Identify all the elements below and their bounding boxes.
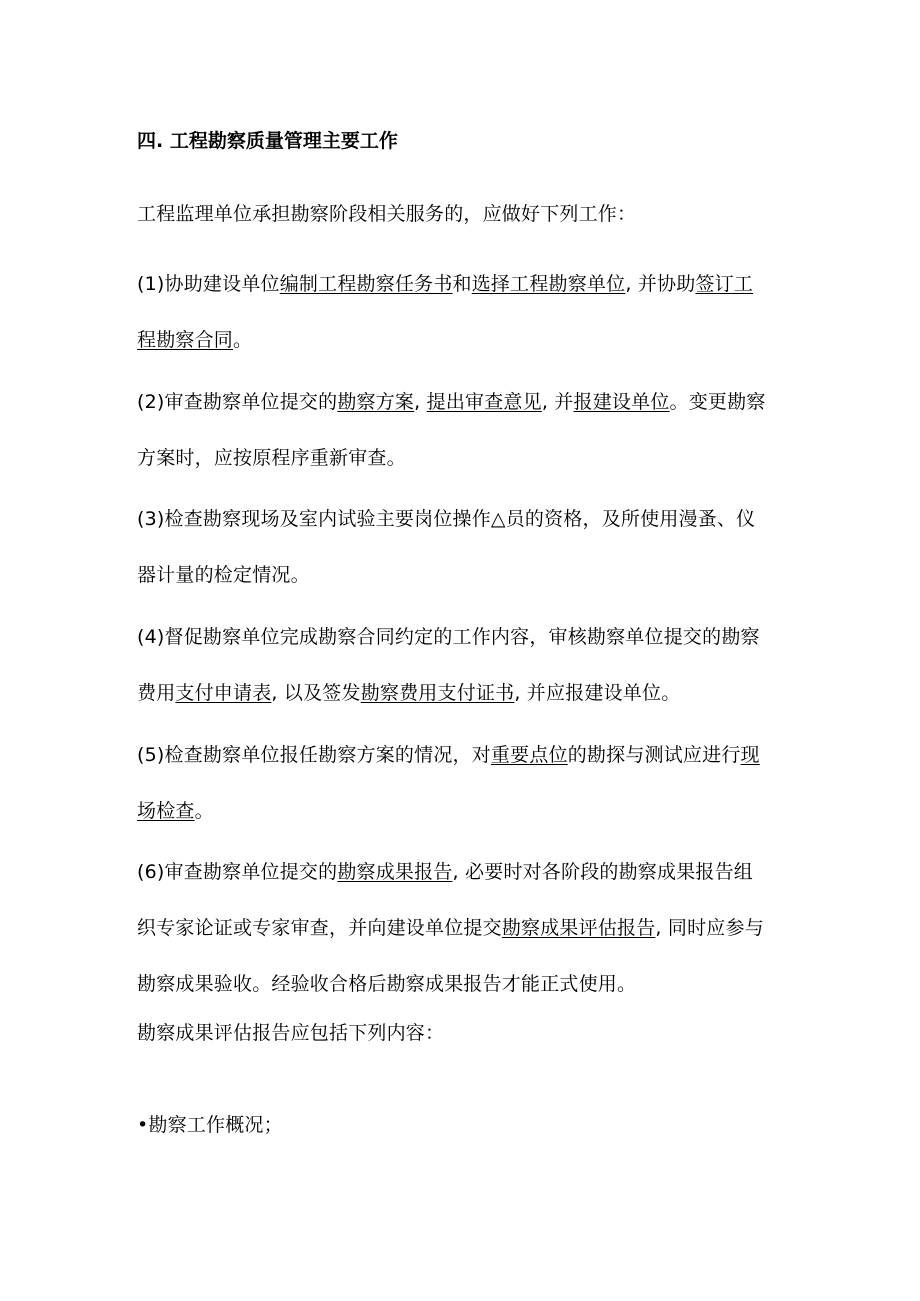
text-segment: 。变更勘察 [669,391,766,413]
work-item-line [137,609,787,665]
text-segment: , 必要时对各阶段的勘察成果报告组 [452,861,754,883]
underlined-term: 签订工 [695,273,754,295]
text-segment: (2)审查勘察单位提交的 [137,391,338,413]
section-heading: 四. 工程勘察质量管理主要工作 [137,130,398,152]
work-item-4 [137,609,787,721]
underlined-term: 现 [740,744,760,766]
underlined-term: 提出审查意见 [426,391,542,413]
underlined-term: 程勘察合同 [137,329,234,351]
text-segment: , 并 [541,391,574,413]
work-item-2 [137,374,787,486]
text-segment: , [414,391,427,413]
underlined-term: 勘察成果报告 [337,861,453,883]
underlined-term: 编制工程勘察任务书 [279,273,453,295]
bullet-item: •勘察工作概况； [137,1114,283,1136]
text-segment: 费用 [137,682,176,704]
underlined-term: 报建设单位 [573,391,670,413]
text-segment: (5)检查勘察单位报任勘察方案的情况，对 [137,744,491,766]
text-segment: 。 [194,800,214,822]
underlined-term: 勘察方案 [337,391,415,413]
work-item-line [137,727,787,783]
underlined-term: 重要点位 [490,744,568,766]
underlined-term: 勘察费用支付证书 [360,682,515,704]
text-segment: 方案时，应按原程序重新审查。 [137,447,406,469]
work-item-line [137,430,787,486]
work-item-line [137,312,787,368]
text-segment: , 同时应参与 [655,917,764,939]
work-item-line [137,783,787,839]
underlined-term: 勘察成果评估报告 [501,917,656,939]
work-item-line [137,844,787,900]
work-item-3 [137,491,787,603]
summary-intro-paragraph: 勘察成果评估报告应包括下列内容： [137,1022,445,1044]
text-segment: 勘察成果验收。经验收合格后勘察成果报告才能正式使用。 [137,973,637,995]
work-item-line [137,374,787,430]
work-item-1 [137,256,787,368]
text-segment: 的勘探与测试应进行 [567,744,741,766]
text-segment: , 并协助 [625,273,696,295]
work-item-line [137,547,787,603]
work-item-line [137,491,787,547]
underlined-term: 选择工程勘察单位 [471,273,626,295]
text-segment: (6)审查勘察单位提交的 [137,861,338,883]
work-item-line [137,665,787,721]
work-item-6 [137,844,787,1012]
work-item-line [137,900,787,956]
text-segment: (4)督促勘察单位完成勘察合同约定的工作内容，审核勘察单位提交的勘察 [137,626,760,648]
work-item-line [137,956,787,1012]
text-segment: (1)协助建设单位 [137,273,280,295]
text-segment: 器计量的检定情况。 [137,564,310,586]
text-segment: 和 [452,273,472,295]
intro-paragraph: 工程监理单位承担勘察阶段相关服务的，应做好下列工作： [137,203,637,225]
text-segment: , 以及签发 [271,682,361,704]
text-segment: 。 [233,329,253,351]
underlined-term: 场检查 [137,800,195,822]
text-segment: , 并应报建设单位。 [514,682,681,704]
underlined-term: 支付申请表 [175,682,272,704]
work-item-5 [137,727,787,839]
work-item-line [137,256,787,312]
text-segment: 织专家论证或专家审查，并向建设单位提交 [137,917,502,939]
text-segment: (3)检查勘察现场及室内试验主要岗位操作△员的资格，及所使用漫蚤、仪 [137,508,756,530]
